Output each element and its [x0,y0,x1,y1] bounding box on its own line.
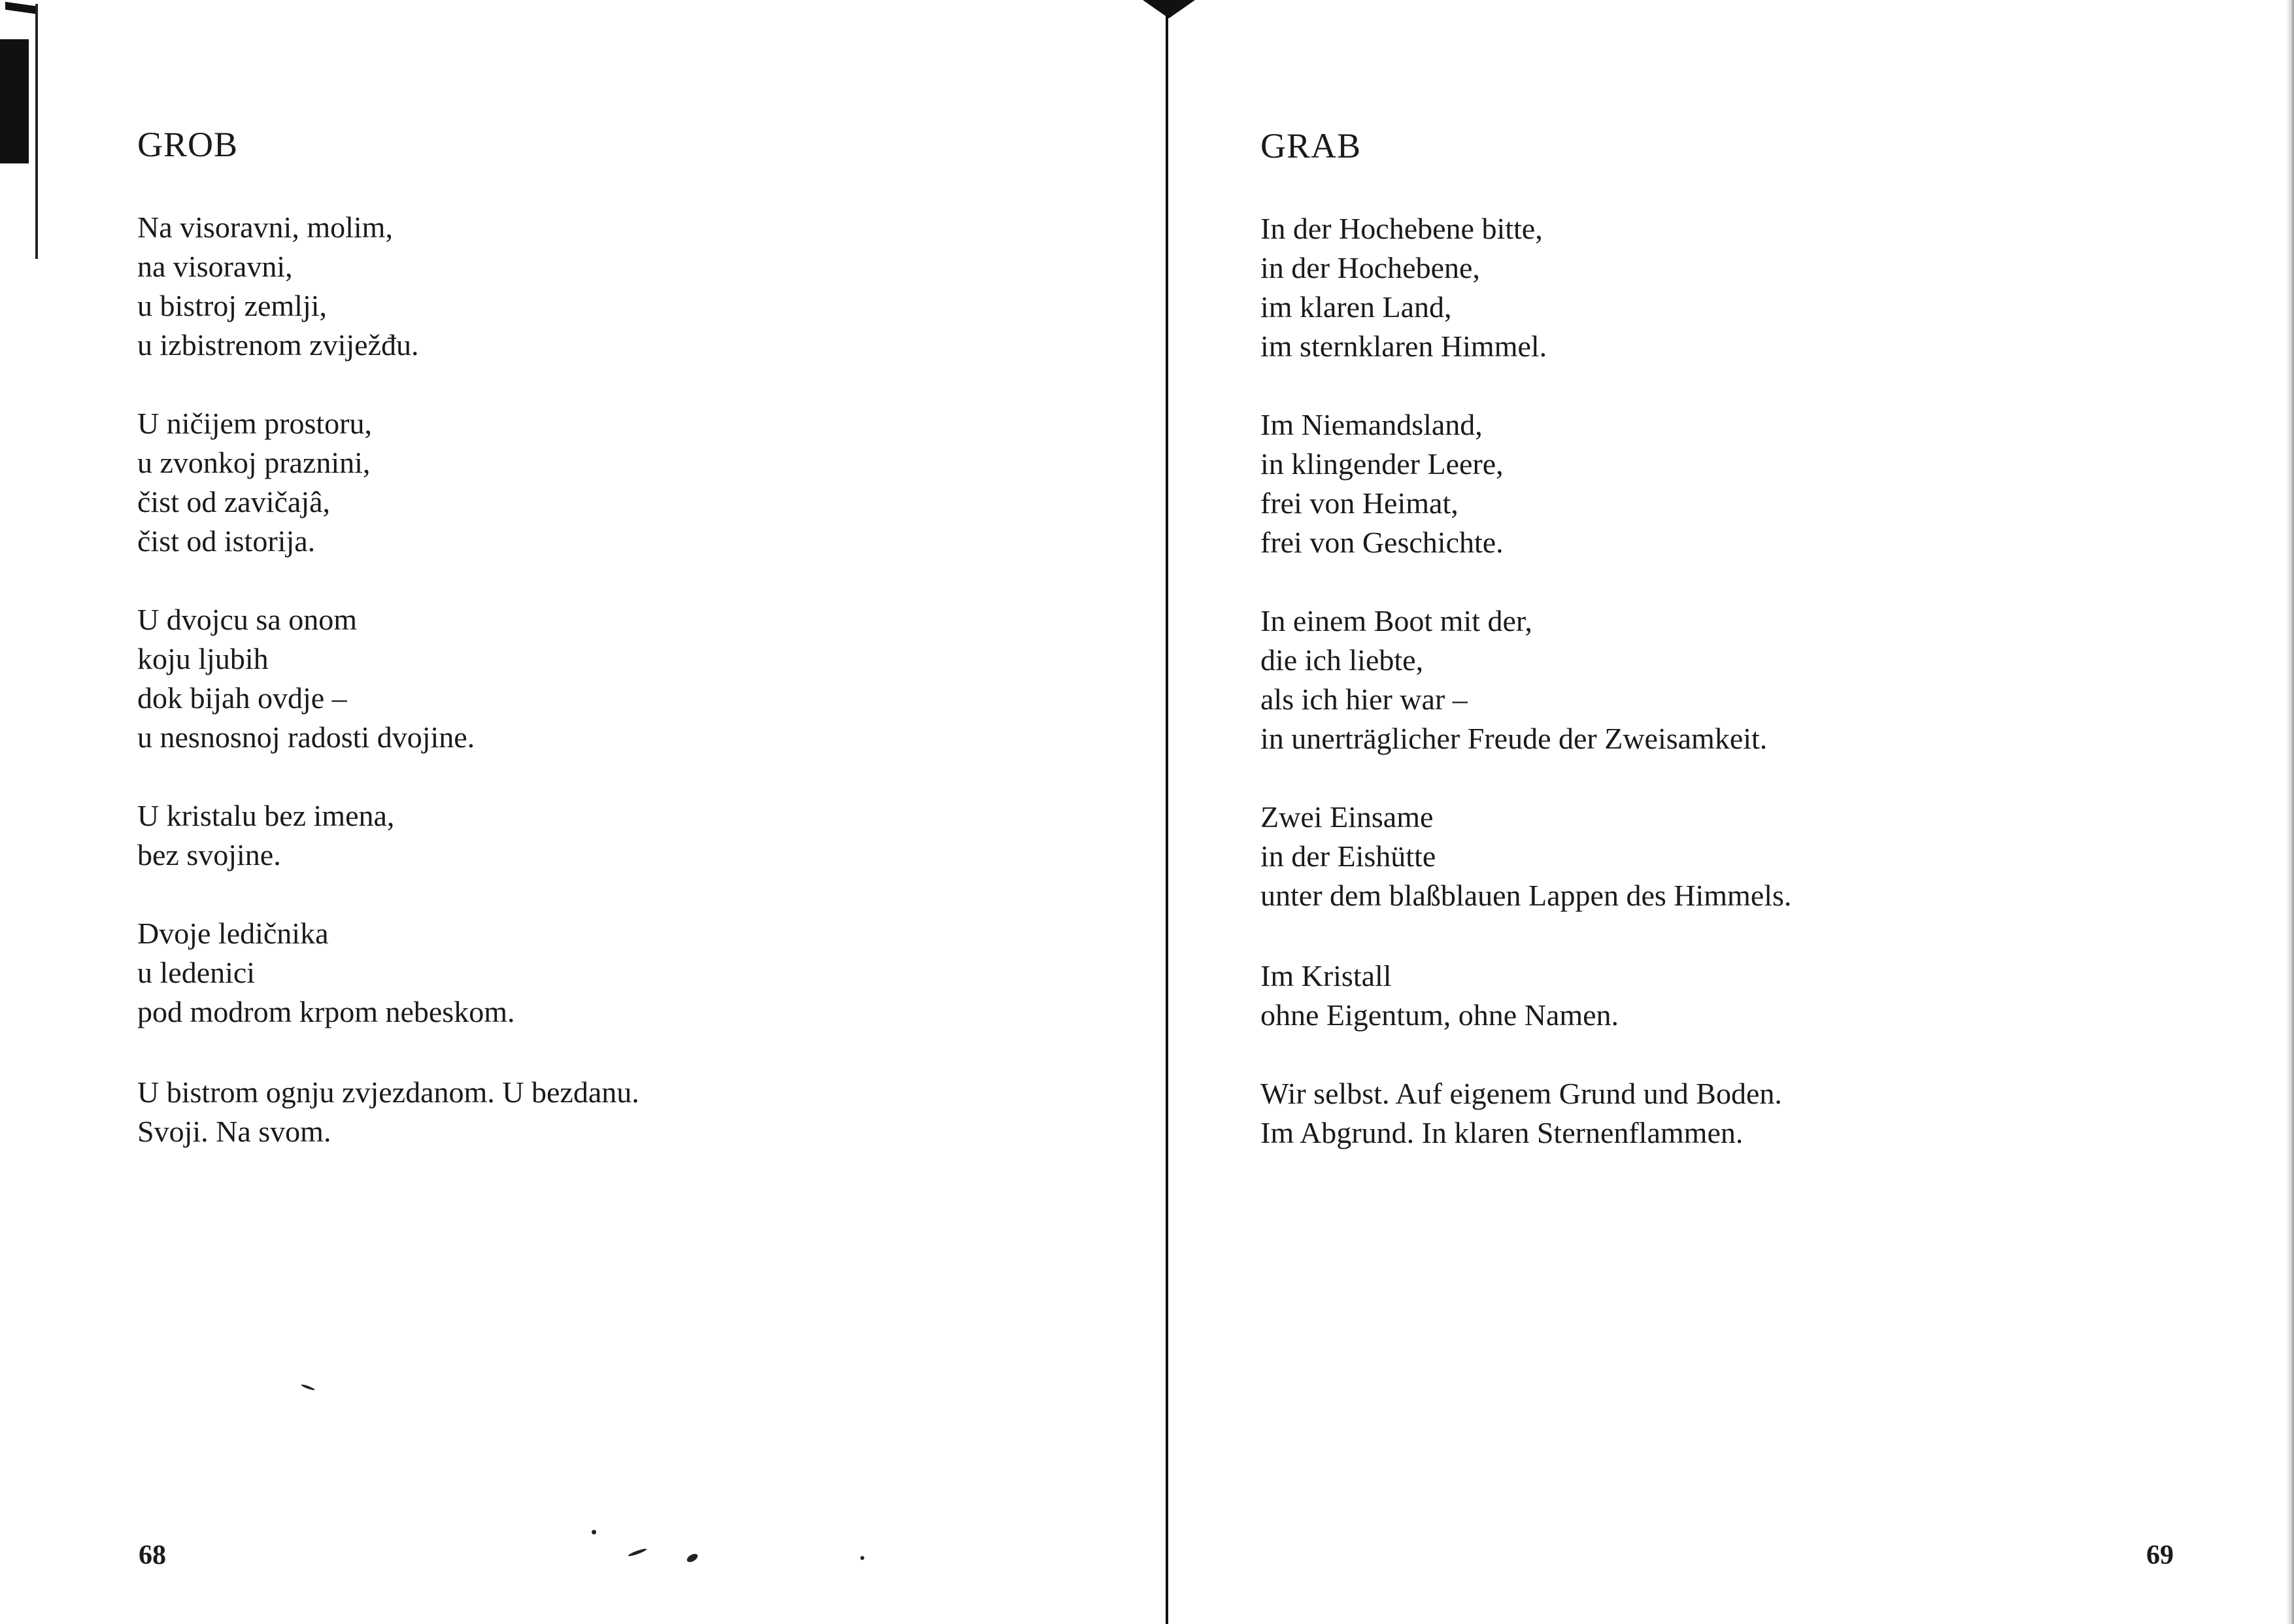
poem-line: U ničijem prostoru, [137,407,372,440]
poem-line: Dvoje ledičnika [137,917,329,950]
page-number-right: 69 [2146,1540,2174,1570]
poem-line: in der Hochebene, [1260,251,1480,284]
stanza-left-1 [137,208,419,365]
stanza-right-5 [1260,956,1619,1035]
stanza-right-4 [1260,798,1791,915]
poem-line: Im Abgrund. In klaren Sternenflammen. [1260,1116,1744,1149]
stanza-left-2 [137,404,372,561]
stanza-left-4 [137,796,394,875]
poem-line: im klaren Land, [1260,290,1452,324]
poem-line: Zwei Einsame [1260,800,1434,834]
poem-line: Na visoravni, molim, [137,211,393,244]
poem-line: als ich hier war – [1260,683,1468,716]
poem-line: U kristalu bez imena, [137,799,395,832]
stanza-left-3 [137,600,475,757]
poem-line: Im Kristall [1260,959,1392,992]
poem-title-right: GRAB [1260,126,1362,165]
stanza-right-1 [1260,209,1547,366]
stanza-right-2 [1260,405,1504,562]
poem-line: die ich liebte, [1260,643,1424,677]
poem-line: in unerträglicher Freude der Zweisamkeit. [1260,722,1768,755]
poem-line: frei von Geschichte. [1260,526,1504,559]
poem-line: ohne Eigentum, ohne Namen. [1260,998,1619,1032]
poem-line: U bistrom ognju zvjezdanom. U bezdanu. [137,1075,639,1109]
poem-line: u zvonkoj praznini, [137,446,371,479]
poem-line: čist od zavičajâ, [137,485,331,518]
poem-line: Im Niemandsland, [1260,408,1483,441]
poem-line: koju ljubih [137,642,269,675]
poem-line: pod modrom krpom nebeskom. [137,995,515,1028]
stanza-right-3 [1260,601,1767,758]
poem-line: im sternklaren Himmel. [1260,330,1547,363]
poem-line: u izbistrenom zviježđu. [137,328,419,362]
poem-line: bez svojine. [137,838,281,871]
poem-line: Wir selbst. Auf eigenem Grund und Boden. [1260,1077,1782,1110]
poem-line: na visoravni, [137,250,293,283]
poem-line: Svoji. Na svom. [137,1115,331,1148]
poem-line: u ledenici [137,956,256,989]
poem-line: dok bijah ovdje – [137,681,347,715]
poem-line: frei von Heimat, [1260,486,1459,520]
poem-line: U dvojcu sa onom [137,603,358,636]
poem-line: In einem Boot mit der, [1260,604,1532,637]
poem-title-left: GROB [137,125,239,164]
poem-line: In der Hochebene bitte, [1260,212,1543,245]
poem-line: in klingender Leere, [1260,447,1504,481]
page-number-left: 68 [139,1540,166,1570]
right-page [1172,0,2294,1624]
stanza-right-6 [1260,1074,1782,1153]
stanza-left-6 [137,1073,639,1151]
poem-line: unter dem blaßblauen Lappen des Himmels. [1260,879,1792,912]
poem-line: u nesnosnoj radosti dvojine. [137,720,475,754]
poem-line: čist od istorija. [137,524,316,558]
stanza-left-5 [137,914,515,1032]
poem-line: u bistroj zemlji, [137,289,328,322]
poem-line: in der Eishütte [1260,839,1436,873]
